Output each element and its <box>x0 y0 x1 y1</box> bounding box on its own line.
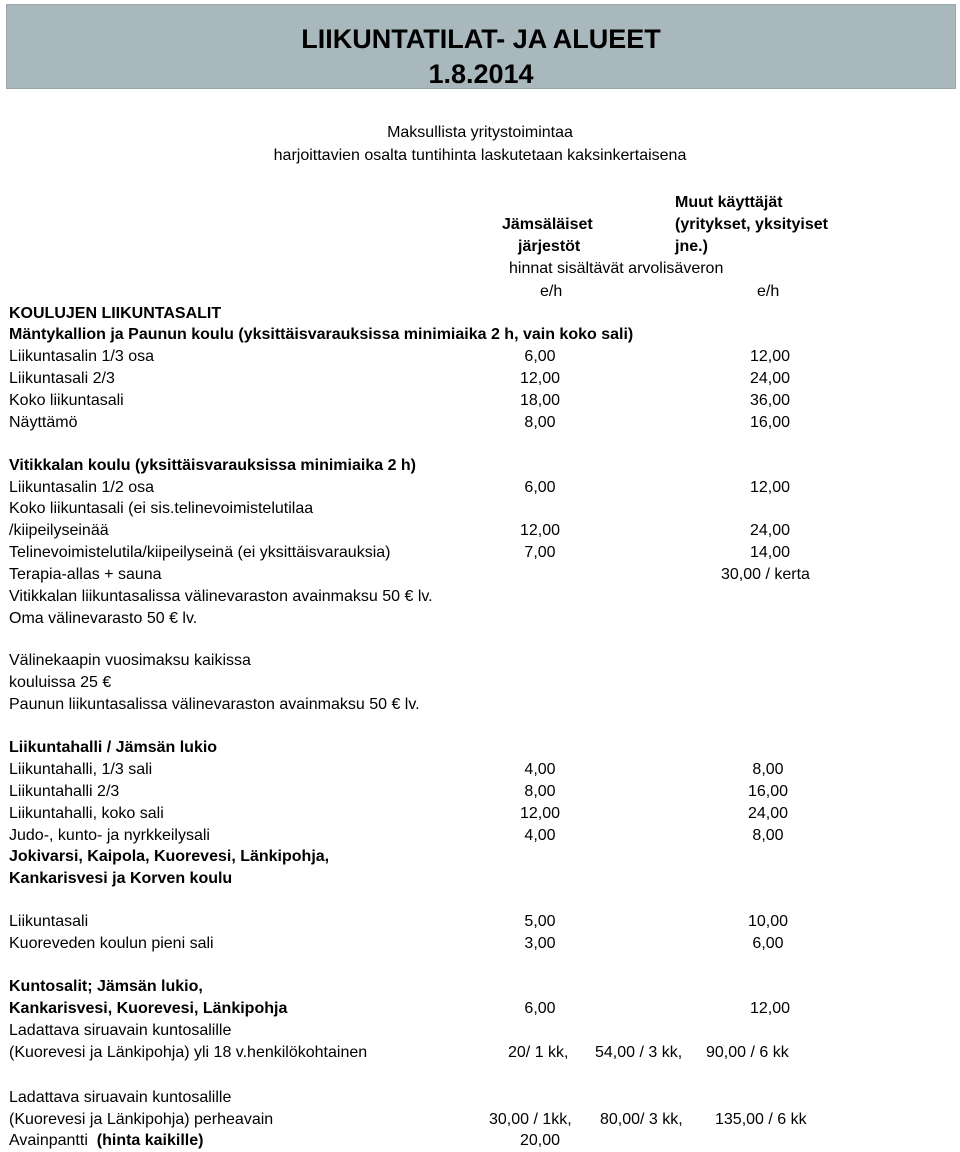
table-row <box>0 587 960 607</box>
price-col1: 4,00 <box>524 761 556 778</box>
price-col1: 8,00 <box>524 783 556 800</box>
price-6-months: 135,00 / 6 kk <box>715 1111 807 1128</box>
row-label: Näyttämö <box>9 414 78 431</box>
price-col2: 16,00 <box>747 783 789 800</box>
section-title-jokivarsi-2: Kankarisvesi ja Korven koulu <box>9 870 233 887</box>
table-row <box>0 1043 960 1063</box>
table-row <box>0 826 960 846</box>
row-label: Vitikkalan liikuntasalissa välinevaraston avainmaksu 50 € lv. <box>9 588 433 605</box>
unit-col1: e/h <box>540 283 563 300</box>
deposit-label-bold: (hinta kaikille) <box>96 1132 204 1149</box>
price-col1: 12,00 <box>519 370 561 387</box>
note-line-1: Välinekaapin vuosimaksu kaikissa <box>9 652 251 669</box>
note-line-2: kouluissa 25 € <box>9 674 112 691</box>
table-row <box>0 391 960 411</box>
section-title-liikuntahalli: Liikuntahalli / Jämsän lukio <box>9 739 218 756</box>
price-col2: 6,00 <box>752 935 784 952</box>
table-row <box>0 521 960 541</box>
deposit-label <box>9 1131 203 1151</box>
table-row <box>0 760 960 780</box>
price-col1: 3,00 <box>524 935 556 952</box>
col1-header-1: Jämsäläiset <box>502 216 593 233</box>
section-title-jokivarsi: Jokivarsi, Kaipola, Kuorevesi, Länkipohja, <box>9 848 330 865</box>
intro-line-2: harjoittavien osalta tuntihinta laskutetaan kaksinkertaisena <box>273 147 687 164</box>
price-col2: 24,00 <box>749 370 791 387</box>
col2-header-1: Muut käyttäjät <box>675 194 783 211</box>
table-row <box>0 609 960 629</box>
price-6-months: 90,00 / 6 kk <box>706 1044 789 1061</box>
price-col2: 30,00 / kerta <box>721 566 810 583</box>
page-title: LIIKUNTATILAT- JA ALUEET <box>301 24 661 54</box>
table-row <box>0 804 960 824</box>
table-row <box>0 565 960 585</box>
table-row <box>0 413 960 433</box>
row-label: Liikuntahalli, koko sali <box>9 805 164 822</box>
price-col1: 20,00 <box>519 1132 561 1149</box>
price-col2: 14,00 <box>749 544 791 561</box>
price-col1: 6,00 <box>524 348 556 365</box>
intro-line-1: Maksullista yritystoimintaa <box>387 124 573 141</box>
section-subtitle-mantykallio: Mäntykallion ja Paunun koulu (yksittäisvarauksissa minimiaika 2 h, vain koko sali) <box>9 326 634 343</box>
row-label: Liikuntahalli 2/3 <box>9 783 120 800</box>
section-title-kuntosalit-2: Kankarisvesi, Kuorevesi, Länkipohja <box>9 1000 288 1017</box>
price-col2: 8,00 <box>752 761 784 778</box>
table-row <box>0 478 960 498</box>
row-label: /kiipeilyseinää <box>9 522 109 539</box>
price-col2: 36,00 <box>749 392 791 409</box>
table-row <box>0 912 960 932</box>
chipkey-family-line-2: (Kuorevesi ja Länkipohja) perheavain <box>9 1111 274 1128</box>
row-label: Oma välinevarasto 50 € lv. <box>9 610 198 627</box>
note-line-3: Paunun liikuntasalissa välinevaraston avainmaksu 50 € lv. <box>9 696 420 713</box>
price-col1: 6,00 <box>524 1000 556 1017</box>
price-col1: 12,00 <box>519 522 561 539</box>
table-row <box>0 999 960 1019</box>
row-label: Kuoreveden koulun pieni sali <box>9 935 214 952</box>
row-label: Liikuntasalin 1/3 osa <box>9 348 154 365</box>
price-col1: 5,00 <box>524 913 556 930</box>
table-row <box>0 347 960 367</box>
table-row <box>0 369 960 389</box>
price-col2: 24,00 <box>749 522 791 539</box>
section-title-vitikkala: Vitikkalan koulu (yksittäisvarauksissa minimiaika 2 h) <box>9 457 417 474</box>
price-3-months: 54,00 / 3 kk, <box>595 1044 683 1061</box>
price-col1: 12,00 <box>519 805 561 822</box>
price-col1: 8,00 <box>524 414 556 431</box>
table-row <box>0 1131 960 1151</box>
row-label: Liikuntasali 2/3 <box>9 370 115 387</box>
price-col2: 8,00 <box>752 827 784 844</box>
col2-header-2: (yritykset, yksityiset <box>675 216 828 233</box>
section-title-kuntosalit: Kuntosalit; Jämsän lukio, <box>9 978 203 995</box>
row-label: Telinevoimistelutila/kiipeilyseinä (ei yksittäisvarauksia) <box>9 544 391 561</box>
row-label: Terapia-allas + sauna <box>9 566 162 583</box>
table-row <box>0 782 960 802</box>
price-col2: 10,00 <box>747 913 789 930</box>
chipkey-family-line-1: Ladattava siruavain kuntosalille <box>9 1089 232 1106</box>
table-row <box>0 543 960 563</box>
row-label: Koko liikuntasali (ei sis.telinevoimistelutilaa <box>9 500 314 517</box>
row-label: Judo-, kunto- ja nyrkkeilysali <box>9 827 210 844</box>
price-col2: 12,00 <box>749 479 791 496</box>
page-date: 1.8.2014 <box>428 59 534 89</box>
chipkey-personal-line-1: Ladattava siruavain kuntosalille <box>9 1022 232 1039</box>
price-col1: 4,00 <box>524 827 556 844</box>
vat-note: hinnat sisältävät arvolisäveron <box>509 260 724 277</box>
price-1-month: 30,00 / 1kk, <box>489 1111 572 1128</box>
table-row <box>0 499 960 519</box>
price-col2: 12,00 <box>749 348 791 365</box>
unit-col2: e/h <box>757 283 780 300</box>
col1-header-2: järjestöt <box>518 238 581 255</box>
price-col2: 24,00 <box>747 805 789 822</box>
price-col1: 6,00 <box>524 479 556 496</box>
deposit-label-text: Avainpantti <box>9 1132 88 1149</box>
row-label: Liikuntasali <box>9 913 89 930</box>
table-row <box>0 934 960 954</box>
title-banner <box>6 4 956 89</box>
section-title-koulujen: KOULUJEN LIIKUNTASALIT <box>9 305 222 322</box>
chipkey-personal-line-2: (Kuorevesi ja Länkipohja) yli 18 v.henkilökohtainen <box>9 1044 368 1061</box>
price-col2: 16,00 <box>749 414 791 431</box>
price-col2: 12,00 <box>749 1000 791 1017</box>
price-3-months: 80,00/ 3 kk, <box>600 1111 683 1128</box>
price-1-month: 20/ 1 kk, <box>508 1044 569 1061</box>
row-label: Koko liikuntasali <box>9 392 124 409</box>
col2-header-3: jne.) <box>675 238 708 255</box>
price-col1: 18,00 <box>519 392 561 409</box>
row-label: Liikuntasalin 1/2 osa <box>9 479 154 496</box>
table-row <box>0 1110 960 1130</box>
row-label: Liikuntahalli, 1/3 sali <box>9 761 153 778</box>
price-col1: 7,00 <box>524 544 556 561</box>
